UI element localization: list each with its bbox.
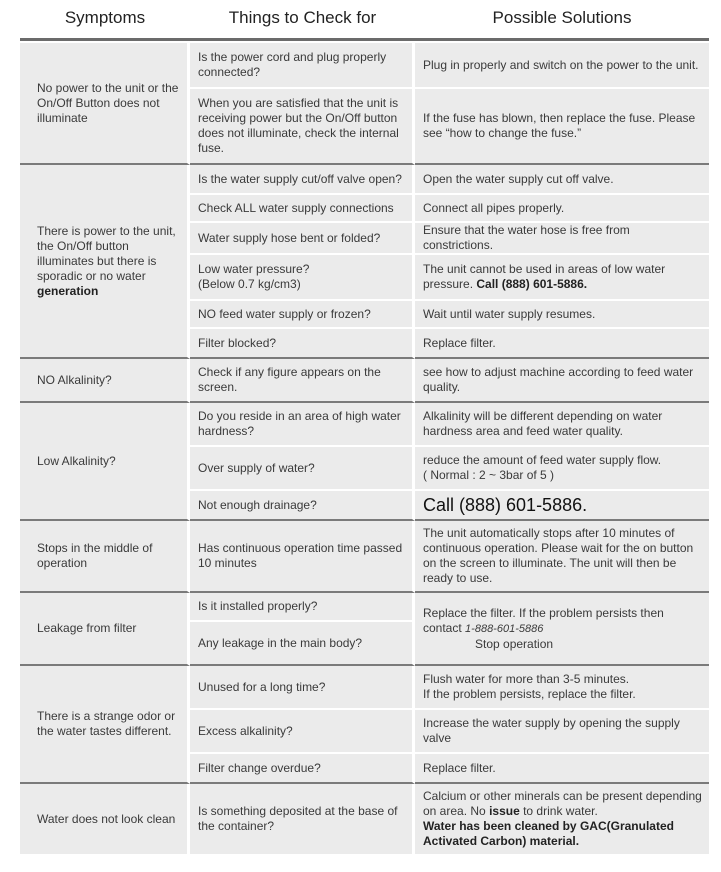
solution-phone-cell: Call (888) 601-5886. [415,491,709,521]
check-cell: Has continuous operation time passed 10 minutes [190,521,415,593]
symptom-cell: Leakage from filter [20,593,190,666]
solution-cell [415,447,709,491]
check-cell: Filter change overdue? [190,754,415,784]
solution-cell: see how to adjust machine according to feed water quality. [415,359,709,403]
symptom-cell: Water does not look clean [20,784,190,856]
symptom-cell: No power to the unit or the On/Off Button does not illuminate [20,43,190,165]
solution-cell: Increase the water supply by opening the supply valve [415,710,709,754]
table-row [20,521,709,593]
solution-line: Flush water for more than 3-5 minutes. [423,672,630,686]
solution-line: reduce the amount of feed water supply flow. [423,453,662,467]
solution-cell: If the fuse has blown, then replace the fuse. Please see “how to change the fuse.” [415,89,709,165]
symptom-bold-text: generation [37,283,99,298]
check-cell: When you are satisfied that the unit is receiving power but the On/Off button does not illuminate, check the internal fuse. [190,89,415,165]
solution-cell: The unit automatically stops after 10 minutes of continuous operation. Please wait for the on button on the screen to illuminate. The unit will then be ready to use. [415,521,709,593]
table-row [20,403,709,447]
solution-text: Calcium or other minerals can be present depending on area. No [423,789,702,818]
table-header [20,0,709,38]
solution-cell: Replace filter. [415,329,709,359]
table-row [20,359,709,403]
check-cell: Check ALL water supply connections [190,195,415,223]
check-line: (Below 0.7 kg/cm3) [198,277,301,291]
solution-phone: Call (888) 601-5886. [476,277,588,291]
table-row [20,784,709,856]
solution-cell: Alkalinity will be different depending on water hardness area and feed water quality. [415,403,709,447]
solution-issue-word: issue [489,804,520,818]
solution-line: ( Normal : 2 ~ 3bar of 5 ) [423,468,555,482]
check-cell: Check if any figure appears on the screen. [190,359,415,403]
check-cell: Do you reside in an area of high water hardness? [190,403,415,447]
check-cell: Water supply hose bent or folded? [190,223,415,255]
symptom-text: There is power to the unit, the On/Off button illuminates but there is sporadic or no water [37,223,176,283]
solution-cell [415,255,709,301]
check-cell: Is the water supply cut/off valve open? [190,165,415,195]
symptom-cell: NO Alkalinity? [20,359,190,403]
solution-bold-text: Water has been cleaned by GAC(Granulated Activated Carbon) material. [423,819,674,848]
check-cell: Is something deposited at the base of the container? [190,784,415,856]
symptom-cell: Low Alkalinity? [20,403,190,521]
solution-cell: Connect all pipes properly. [415,195,709,223]
check-cell: Over supply of water? [190,447,415,491]
table-row [20,165,709,195]
check-cell: Excess alkalinity? [190,710,415,754]
solution-text: The unit cannot be used in areas of low water pressure. [423,262,666,291]
check-cell: Any leakage in the main body? [190,622,415,666]
solution-cell [415,593,709,666]
solution-text-after: to drink water. [523,804,598,818]
check-cell [190,255,415,301]
solution-cell [415,784,709,856]
solution-line: Stop operation [475,636,554,651]
check-line: Low water pressure? [198,262,310,276]
header-things-to-check: Things to Check for [228,8,377,27]
solution-cell: Replace filter. [415,754,709,784]
check-cell: Is it installed properly? [190,593,415,622]
solution-cell: Ensure that the water hose is free from constrictions. [415,223,709,255]
symptom-cell: There is a strange odor or the water tastes different. [20,666,190,784]
solution-cell [415,666,709,710]
header-possible-solutions: Possible Solutions [492,8,632,27]
solution-cell: Plug in properly and switch on the power to the unit. [415,43,709,89]
solution-cell: Wait until water supply resumes. [415,301,709,329]
solution-text: Replace the filter. If the problem persists then contact [423,605,664,635]
troubleshooting-table [20,43,709,856]
header-divider [20,38,709,41]
solution-line: If the problem persists, replace the filter. [423,687,636,701]
solution-phone: 1-888-601-5886 [465,622,544,635]
check-cell: NO feed water supply or frozen? [190,301,415,329]
header-symptoms: Symptoms [64,8,146,27]
symptom-cell: Stops in the middle of operation [20,521,190,593]
table-row [20,666,709,710]
check-cell: Unused for a long time? [190,666,415,710]
table-row [20,593,709,622]
table-row [20,43,709,89]
check-cell: Filter blocked? [190,329,415,359]
check-cell: Not enough drainage? [190,491,415,521]
symptom-cell [20,165,190,359]
check-cell: Is the power cord and plug properly connected? [190,43,415,89]
solution-cell: Open the water supply cut off valve. [415,165,709,195]
